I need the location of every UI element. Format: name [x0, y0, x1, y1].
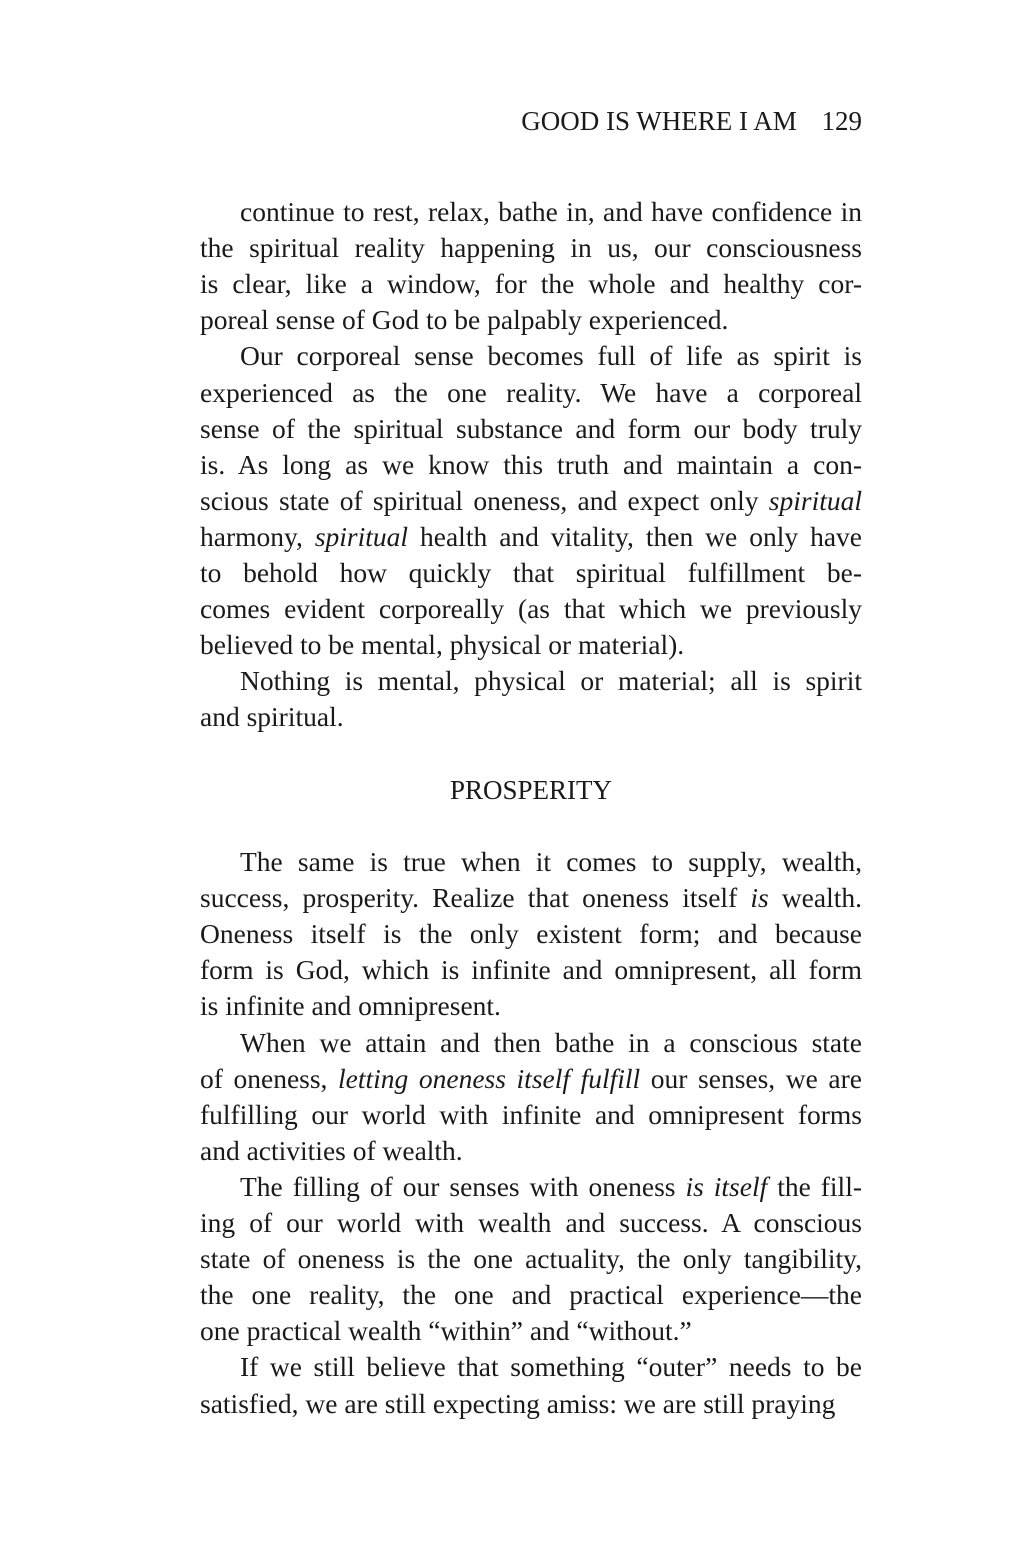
text-line: [200, 1133, 862, 1169]
text-segment: poreal sense of God to be palpably experienced.: [200, 304, 729, 336]
text-segment: scious state of spiritual oneness, and expect only: [200, 484, 769, 516]
text-line: [240, 1025, 862, 1061]
running-head-title: GOOD IS WHERE I AM: [521, 106, 797, 136]
text-line: [240, 1349, 862, 1385]
text-segment: is clear, like a window, for the whole and healthy cor-: [200, 268, 862, 300]
text-line: [200, 375, 862, 411]
text-segment: Nothing is mental, physical or material; all is spirit: [240, 665, 862, 697]
text-line: [200, 230, 862, 266]
text-segment: comes evident corporeally (as that which we previously: [200, 593, 862, 625]
text-line: [200, 988, 862, 1024]
text-segment: and activities of wealth.: [200, 1134, 463, 1166]
text-line: [200, 1277, 862, 1313]
italic-text: is itself: [685, 1170, 768, 1202]
text-line: [200, 411, 862, 447]
text-line: [200, 447, 862, 483]
text-segment: of oneness,: [200, 1062, 339, 1094]
text-segment: believed to be mental, physical or material).: [200, 629, 685, 661]
running-head: [521, 106, 862, 137]
text-segment: and spiritual.: [200, 701, 344, 733]
text-segment: satisfied, we are still expecting amiss: we are still praying: [200, 1387, 836, 1419]
text-line: [200, 1386, 862, 1422]
text-segment: is infinite and omnipresent.: [200, 990, 501, 1022]
text-segment: the fill-: [767, 1170, 862, 1202]
text-segment: continue to rest, relax, bathe in, and have confidence in: [240, 196, 862, 227]
text-segment: health and vitality, then we only have: [408, 520, 863, 552]
text-segment: The filling of our senses with oneness: [240, 1170, 686, 1202]
text-segment: form is God, which is infinite and omnipresent, all form: [200, 954, 862, 986]
text-line: [240, 663, 862, 699]
text-segment: The same is true when it comes to supply, wealth,: [240, 846, 862, 877]
text-line: [200, 880, 862, 916]
italic-text: spiritual: [314, 520, 409, 552]
text-segment: harmony,: [200, 520, 315, 552]
text-line: [200, 627, 862, 663]
text-line: [200, 519, 862, 555]
text-segment: the one reality, the one and practical experience—the: [200, 1279, 862, 1311]
text-segment: Oneness itself is the only existent form; and because: [200, 918, 862, 950]
text-segment: success, prosperity. Realize that oneness itself: [200, 882, 751, 914]
text-segment: wealth.: [768, 882, 862, 914]
text-segment: to behold how quickly that spiritual fulfillment be-: [200, 557, 862, 588]
italic-text: is: [750, 882, 769, 914]
text-line: [240, 844, 862, 880]
italic-text: letting oneness itself fulfill: [338, 1062, 641, 1094]
text-segment: experienced as the one reality. We have a corporeal: [200, 376, 862, 408]
text-line: [200, 591, 862, 627]
text-line: [200, 1313, 862, 1349]
text-line: [200, 302, 862, 338]
text-line: [240, 1169, 862, 1205]
page-number: 129: [821, 106, 862, 136]
text-line: [200, 916, 862, 952]
text-line: [240, 194, 862, 230]
text-line: [200, 1061, 862, 1097]
text-line: [200, 952, 862, 988]
text-segment: sense of the spiritual substance and form our body truly: [200, 412, 862, 444]
text-line: [200, 699, 862, 735]
text-segment: our senses, we are: [640, 1062, 862, 1094]
text-line: [200, 1097, 862, 1133]
text-segment: ing of our world with wealth and success. A conscious: [200, 1207, 862, 1238]
text-segment: fulfilling our world with infinite and omnipresent forms: [200, 1098, 862, 1130]
text-segment: is. As long as we know this truth and maintain a con-: [200, 448, 862, 480]
italic-text: spiritual: [768, 484, 862, 516]
text-line: [200, 266, 862, 302]
text-segment: state of oneness is the one actuality, the only tangibility,: [200, 1243, 862, 1275]
section-heading: PROSPERITY: [449, 775, 613, 805]
text-line: [200, 1241, 862, 1277]
text-segment: When we attain and then bathe in a conscious state: [240, 1026, 862, 1058]
text-segment: the spiritual reality happening in us, our consciousness: [200, 232, 862, 264]
text-line: [200, 555, 862, 591]
text-line: [240, 338, 862, 374]
text-segment: Our corporeal sense becomes full of life as spirit is: [240, 340, 862, 372]
text-line: [200, 483, 862, 519]
text-line: [200, 1205, 862, 1241]
text-segment: one practical wealth “within” and “without.”: [200, 1315, 692, 1347]
text-segment: If we still believe that something “outer” needs to be: [240, 1351, 862, 1383]
